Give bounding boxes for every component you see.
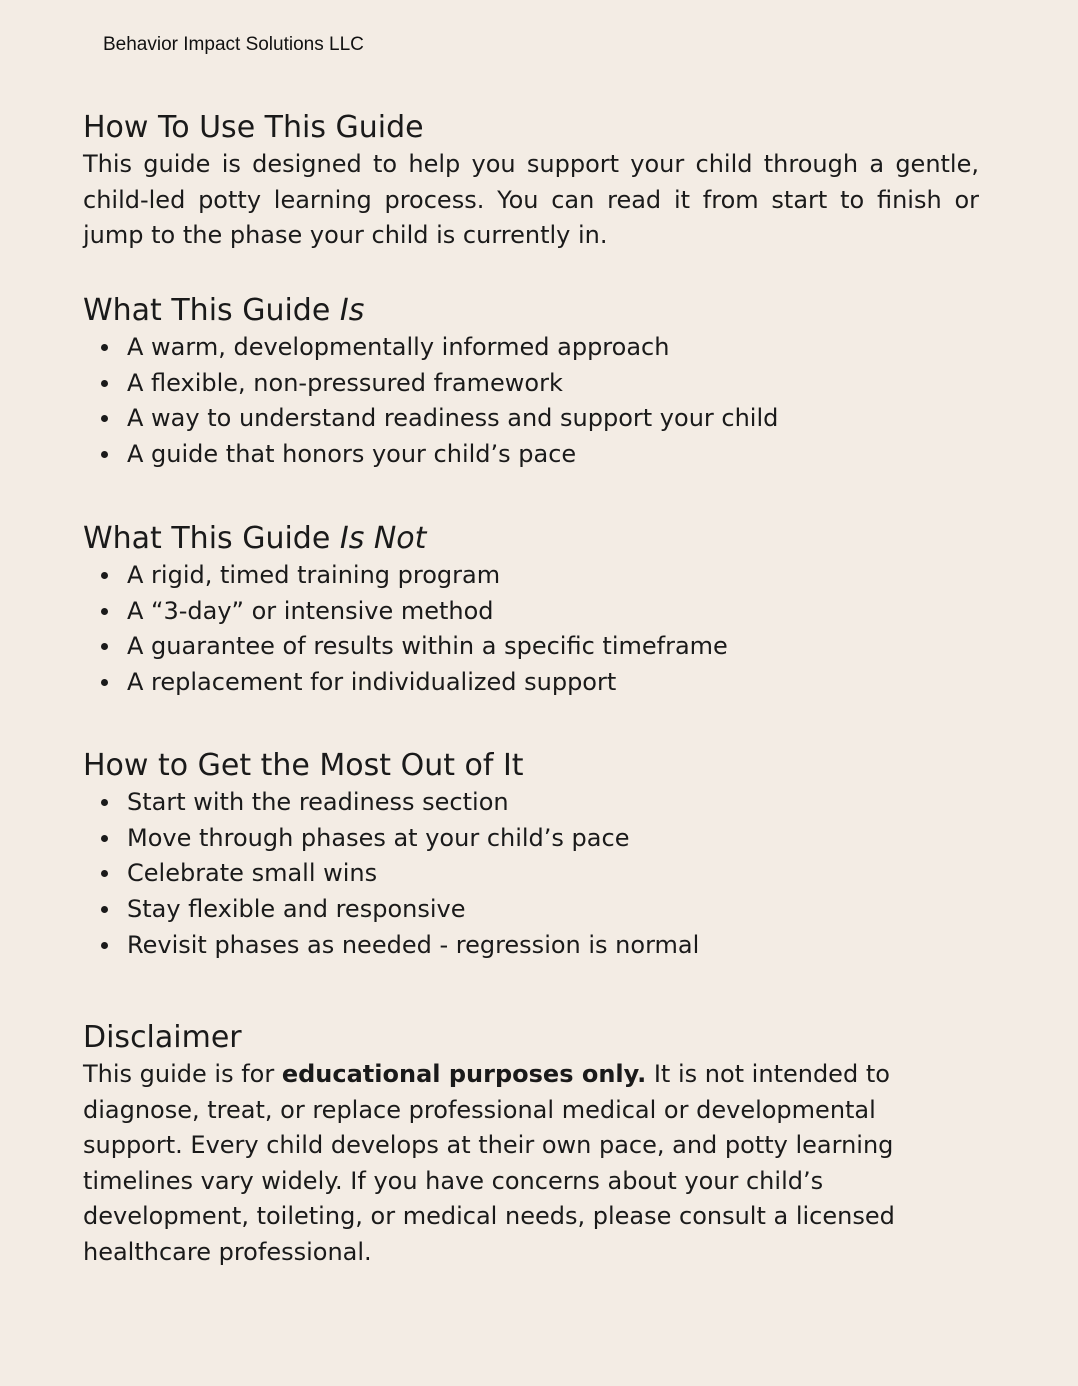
list-item: Start with the readiness section bbox=[127, 785, 979, 821]
get-most-section bbox=[83, 747, 979, 964]
what-is-not-heading-emphasis: Is Not bbox=[339, 521, 427, 556]
what-is-list bbox=[83, 330, 979, 473]
list-item: A way to understand readiness and support your child bbox=[127, 401, 979, 437]
disclaimer-body bbox=[83, 1057, 953, 1271]
how-to-use-body: This guide is designed to help you support your child through a gentle, child-led potty learning process. You can read it from start to finish or jump to the phase your child is currently in. bbox=[83, 150, 979, 250]
what-is-heading-prefix: What This Guide bbox=[83, 293, 340, 328]
list-item: A “3-day” or intensive method bbox=[127, 594, 979, 630]
what-is-not-section bbox=[83, 520, 979, 701]
list-item: A rigid, timed training program bbox=[127, 558, 979, 594]
list-item: A warm, developmentally informed approach bbox=[127, 330, 979, 366]
get-most-heading: How to Get the Most Out of It bbox=[83, 748, 524, 783]
list-item: A guide that honors your child’s pace bbox=[127, 437, 979, 473]
what-is-not-heading-prefix: What This Guide bbox=[83, 521, 340, 556]
what-is-not-list bbox=[83, 558, 979, 701]
how-to-use-section bbox=[83, 109, 979, 254]
get-most-list bbox=[83, 785, 979, 964]
list-item: Move through phases at your child’s pace bbox=[127, 821, 979, 857]
what-is-heading bbox=[83, 292, 979, 330]
how-to-use-heading: How To Use This Guide bbox=[83, 110, 424, 145]
list-item: A guarantee of results within a specific timeframe bbox=[127, 629, 979, 665]
what-is-section bbox=[83, 292, 979, 473]
disclaimer-heading: Disclaimer bbox=[83, 1020, 242, 1055]
list-item: Celebrate small wins bbox=[127, 856, 979, 892]
list-item: Stay flexible and responsive bbox=[127, 892, 979, 928]
disclaimer-text-start: This guide is for bbox=[83, 1060, 282, 1088]
list-item: A flexible, non-pressured framework bbox=[127, 366, 979, 402]
list-item: Revisit phases as needed - regression is normal bbox=[127, 928, 979, 964]
company-name: Behavior Impact Solutions LLC bbox=[103, 34, 364, 55]
disclaimer-section bbox=[83, 1019, 953, 1271]
disclaimer-text-rest: It is not intended to diagnose, treat, or replace professional medical or developmental support. Every child develops at their own pace, and potty learning timelines vary widely. If you have concerns about your child’s development, toileting, or medical needs, please consult a licensed healthcare professional. bbox=[83, 1060, 895, 1266]
what-is-not-heading bbox=[83, 520, 979, 558]
list-item: A replacement for individualized support bbox=[127, 665, 979, 701]
what-is-heading-emphasis: Is bbox=[339, 293, 365, 328]
disclaimer-emphasis: educational purposes only. bbox=[281, 1060, 647, 1088]
